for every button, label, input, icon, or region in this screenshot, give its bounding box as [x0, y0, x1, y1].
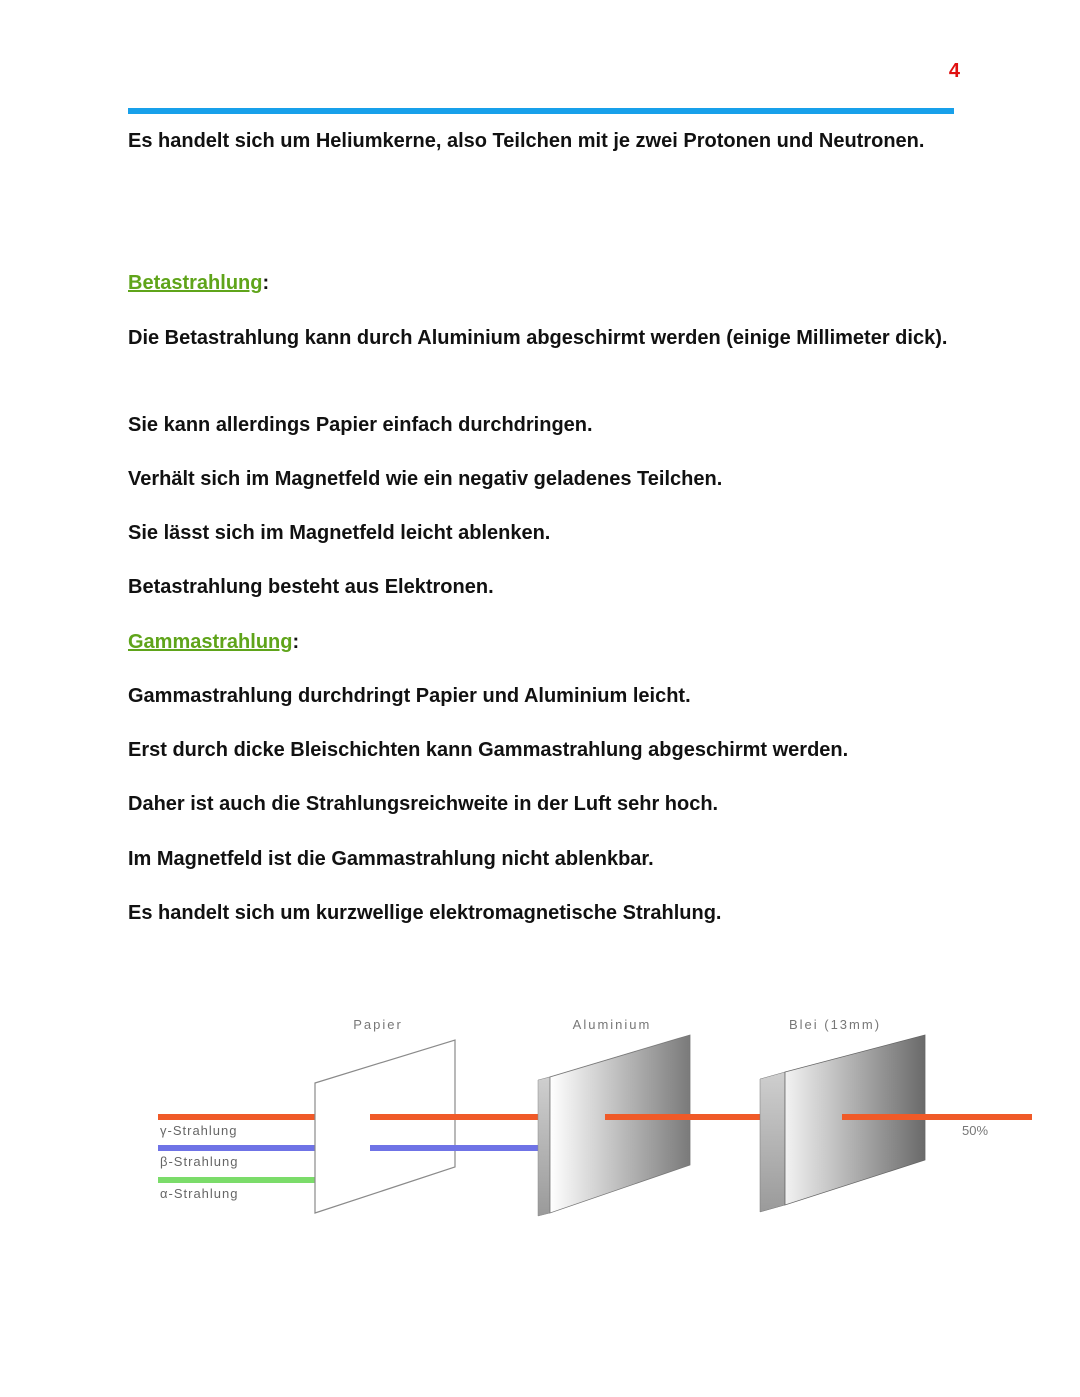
paper-label: Papier — [353, 1017, 403, 1032]
gamma-paragraph-1: Gammastrahlung durchdringt Papier und Aluminium leicht. — [128, 685, 691, 707]
lead-label: Blei (13mm) — [788, 1017, 882, 1032]
beta-heading — [128, 268, 269, 298]
gamma-ray-label: γ-Strahlung — [160, 1123, 238, 1138]
page-number: 4 — [948, 60, 960, 82]
remaining-intensity-label: 50% — [962, 1123, 989, 1138]
beta-paragraph-1: Die Betastrahlung kann durch Aluminium abgeschirmt werden (einige Millimeter dick). — [128, 327, 948, 349]
beta-heading-colon: : — [262, 272, 270, 294]
beta-paragraph-3: Verhält sich im Magnetfeld wie ein negativ geladenes Teilchen. — [128, 468, 723, 490]
beta-ray-label: β-Strahlung — [160, 1154, 239, 1169]
lead-block — [760, 1035, 925, 1212]
beta-paragraph-4: Sie lässt sich im Magnetfeld leicht ablenken. — [128, 522, 551, 544]
radiation-shielding-svg — [150, 1005, 1040, 1225]
radiation-shielding-diagram — [150, 1005, 1040, 1225]
intro-paragraph: Es handelt sich um Heliumkerne, also Teilchen mit je zwei Protonen und Neutronen. — [128, 130, 925, 152]
beta-heading-text: Betastrahlung — [128, 272, 263, 294]
header-rule — [128, 108, 954, 114]
aluminium-block — [538, 1035, 690, 1216]
beta-paragraph-5: Betastrahlung besteht aus Elektronen. — [128, 576, 494, 598]
aluminium-label: Aluminium — [572, 1017, 652, 1032]
gamma-paragraph-5: Es handelt sich um kurzwellige elektromagnetische Strahlung. — [128, 902, 722, 924]
gamma-paragraph-4: Im Magnetfeld ist die Gammastrahlung nicht ablenkbar. — [128, 848, 654, 870]
gamma-heading-text: Gammastrahlung — [128, 631, 293, 653]
gamma-heading-colon: : — [292, 631, 300, 653]
beta-paragraph-2: Sie kann allerdings Papier einfach durchdringen. — [128, 414, 593, 436]
alpha-ray-label: α-Strahlung — [160, 1186, 239, 1201]
gamma-heading — [128, 627, 299, 657]
paper-sheet — [315, 1040, 455, 1213]
gamma-paragraph-2: Erst durch dicke Bleischichten kann Gammastrahlung abgeschirmt werden. — [128, 739, 849, 761]
gamma-paragraph-3: Daher ist auch die Strahlungsreichweite in der Luft sehr hoch. — [128, 793, 719, 815]
